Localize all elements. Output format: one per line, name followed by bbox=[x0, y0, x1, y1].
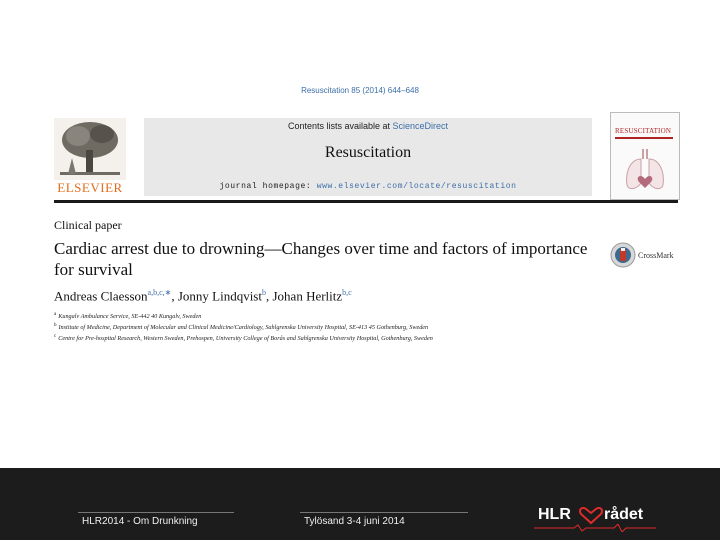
affiliation-mark: a bbox=[54, 312, 57, 317]
author-name[interactable]: Andreas Claesson bbox=[54, 288, 148, 304]
lungs-heart-icon bbox=[623, 145, 667, 193]
homepage-prefix: journal homepage: bbox=[219, 182, 317, 191]
footer-divider-left bbox=[78, 512, 234, 513]
author-list bbox=[54, 288, 352, 304]
author-separator: , bbox=[265, 288, 273, 304]
crossmark-label: CrossMark bbox=[638, 251, 674, 260]
affiliation-text: Institute of Medicine, Department of Molecular and Clinical Medicine/Cardiology, Sahlgrenska University Hospital, SE-413 45 Gothenburg, Sweden bbox=[58, 324, 429, 332]
footer-divider-middle bbox=[300, 512, 468, 513]
homepage-line bbox=[144, 182, 592, 191]
hlr-radet-logo bbox=[534, 506, 656, 532]
author-affiliation-marks: b bbox=[261, 288, 266, 297]
affiliation-line bbox=[54, 323, 428, 331]
affiliation-mark: c bbox=[54, 334, 57, 339]
logo-hlr: HLR bbox=[538, 506, 571, 523]
homepage-link[interactable]: www.elsevier.com/locate/resuscitation bbox=[316, 182, 517, 191]
author-separator: , bbox=[171, 288, 178, 304]
affiliation-mark: b bbox=[54, 323, 57, 328]
tree-engraving-icon bbox=[54, 118, 126, 180]
footer-middle-text: Tylösand 3-4 juni 2014 bbox=[304, 516, 405, 527]
journal-cover bbox=[610, 112, 680, 200]
contents-line bbox=[144, 121, 592, 131]
footer-left-text: HLR2014 - Om Drunkning bbox=[82, 516, 198, 527]
header-divider bbox=[54, 200, 678, 203]
affiliation-line bbox=[54, 312, 201, 320]
author-affiliation-marks: b,c bbox=[342, 288, 352, 297]
affiliation-text: Kungalv Ambulance Service, SE-442 40 Kungalv, Sweden bbox=[58, 313, 202, 321]
ecg-line-icon bbox=[534, 524, 656, 532]
sciencedirect-link[interactable]: ScienceDirect bbox=[392, 121, 449, 131]
author-name[interactable]: Jonny Lindqvist bbox=[177, 288, 262, 304]
journal-title-box bbox=[144, 118, 592, 196]
elsevier-logo bbox=[54, 118, 126, 196]
journal-name: Resuscitation bbox=[324, 144, 412, 161]
crossmark-badge[interactable] bbox=[610, 242, 682, 270]
cover-title: RESUSCITATION bbox=[615, 127, 672, 135]
author-name[interactable]: Johan Herlitz bbox=[272, 288, 343, 304]
article-title: Cardiac arrest due to drowning—Changes over time and factors of importance for survival bbox=[54, 239, 588, 279]
contents-prefix: Contents lists available at bbox=[287, 121, 393, 131]
article-type: Clinical paper bbox=[54, 218, 122, 232]
affiliation-line bbox=[54, 334, 433, 342]
publisher-name: ELSEVIER bbox=[57, 180, 123, 195]
journal-citation: Resuscitation 85 (2014) 644–648 bbox=[301, 86, 419, 95]
crossmark-icon bbox=[610, 242, 636, 268]
heart-icon bbox=[578, 507, 604, 525]
logo-radet: rådet bbox=[604, 506, 644, 523]
affiliation-text: Centre for Pre-hospital Research, Western Sweden, Prehospen, University College of Borås and Sahlgrenska University Hospital, Gothenburg, Sweden bbox=[58, 335, 433, 343]
cover-bar bbox=[615, 137, 673, 139]
author-affiliation-marks: a,b,c,∗ bbox=[147, 288, 172, 297]
